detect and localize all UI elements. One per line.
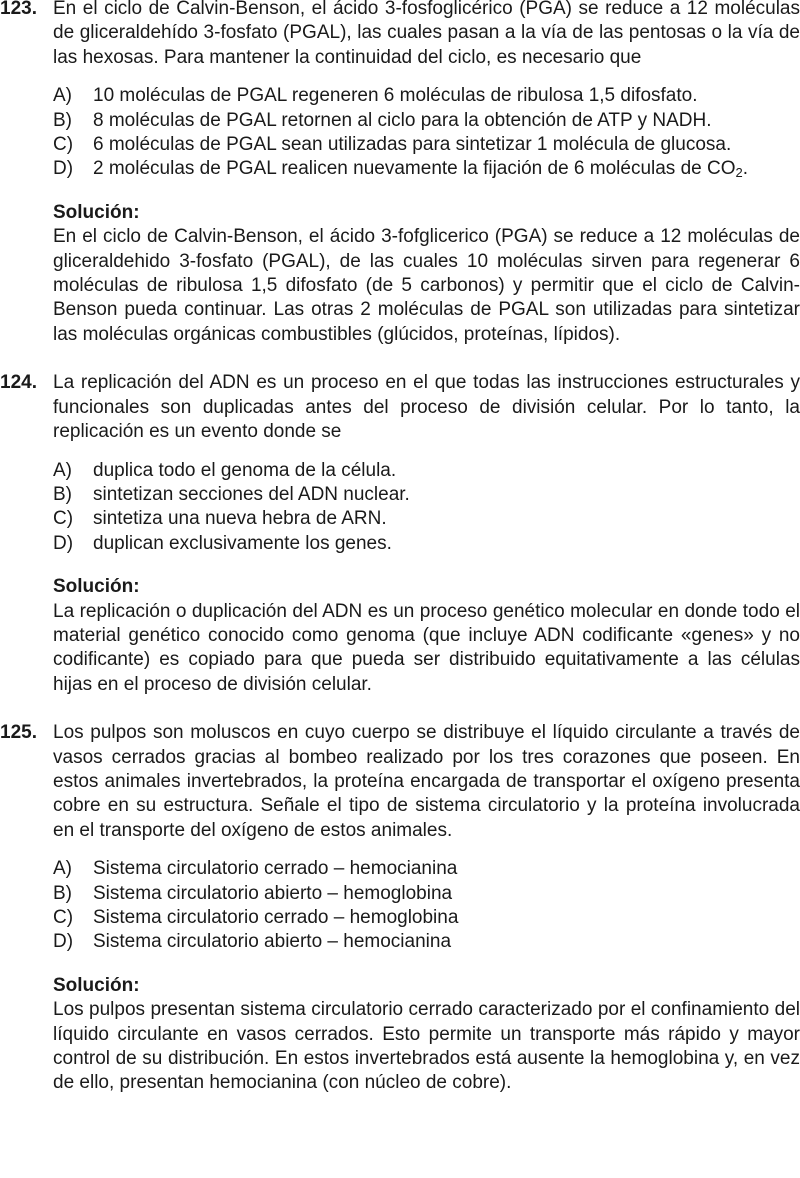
question-125	[0, 721, 800, 1096]
option-letter: C)	[53, 508, 74, 530]
option-text-end: .	[742, 158, 748, 180]
solution-text: La replicación o duplicación del ADN es un proceso genético molecular en donde todo el material genético conocido como genoma (que incluye ADN codificante «genes» y no codificante) es copiado para que pueda ser distribuido equitativamente a las células hijas en el proceso de división celular.	[53, 600, 800, 695]
answer-options	[53, 84, 800, 182]
option-letter: A)	[53, 858, 72, 880]
solution-text: Los pulpos presentan sistema circulatorio cerrado caracterizado por el confinamiento del líquido circulante en vasos cerrados. Esto permite un transporte más rápido y mayor control de su distribución. En estos invertebrados está ausente la hemoglobina y, en vez de ello, presentan hemocianina (con núcleo de cobre).	[53, 999, 800, 1094]
question-number: 124.	[0, 372, 37, 394]
option-d	[53, 157, 800, 181]
option-text: sintetiza una nueva hebra de ARN.	[93, 508, 387, 530]
question-stem: La replicación del ADN es un proceso en el que todas las instrucciones estructurales y funcionales son duplicadas antes del proceso de división celular. Por lo tanto, la replicación es un evento donde se	[53, 372, 800, 443]
solution-block	[53, 201, 800, 347]
option-d	[53, 532, 800, 556]
solution-text: En el ciclo de Calvin-Benson, el ácido 3-fofglicerico (PGA) se reduce a 12 moléculas de gliceraldehido 3-fosfato (PGAL), de las cuales 10 moléculas sirven para regenerar 6 moléculas de ribulosa 1,5 difosfato (de 5 carbonos) y permitir que el ciclo de Calvin-Benson pueda continuar. Las otras 2 moléculas de PGAL son utilizadas para sintetizar las moléculas orgánicas combustibles (glúcidos, proteínas, lípidos).	[53, 226, 800, 345]
option-a	[53, 857, 800, 881]
answer-options	[53, 459, 800, 557]
solution-heading: Solución:	[53, 576, 140, 598]
answer-options	[53, 857, 800, 955]
question-number: 125.	[0, 722, 37, 744]
option-letter: D)	[53, 931, 74, 953]
question-123	[0, 0, 800, 347]
option-b	[53, 109, 800, 133]
option-letter: B)	[53, 483, 72, 505]
solution-block	[53, 974, 800, 1096]
option-c	[53, 906, 800, 930]
option-letter: C)	[53, 907, 74, 928]
option-text: 10 moléculas de PGAL regeneren 6 moléculas de ribulosa 1,5 difosfato.	[93, 85, 698, 107]
option-letter: A)	[53, 85, 72, 107]
option-text-main: 2 moléculas de PGAL realicen nuevamente la fijación de 6 moléculas de CO	[93, 158, 736, 180]
option-text: sintetizan secciones del ADN nuclear.	[93, 483, 410, 505]
option-c	[53, 133, 800, 157]
option-a	[53, 459, 800, 483]
option-c	[53, 507, 800, 531]
option-text: 8 moléculas de PGAL retornen al ciclo para la obtención de ATP y NADH.	[93, 109, 712, 131]
option-b	[53, 882, 800, 906]
option-b	[53, 483, 800, 507]
question-stem: Los pulpos son moluscos en cuyo cuerpo se distribuye el líquido circulante a través de vasos cerrados gracias al bombeo realizado por los tres corazones que poseen. En estos animales invertebrados, la proteína encargada de transportar el oxígeno presenta cobre en su estructura. Señale el tipo de sistema circulatorio y la proteína involucrada en el transporte del oxígeno de estos animales.	[53, 722, 800, 841]
option-letter: D)	[53, 158, 74, 180]
option-text: Sistema circulatorio abierto – hemoglobina	[93, 882, 453, 904]
solution-block	[53, 575, 800, 697]
option-text: Sistema circulatorio abierto – hemocianina	[93, 931, 452, 953]
question-stem: En el ciclo de Calvin-Benson, el ácido 3-fosfoglicérico (PGA) se reduce a 12 moléculas de gliceraldehído 3-fosfato (PGAL), las cuales pasan a la vía de las pentosas o la vía de las hexosas. Para mantener la continuidad del ciclo, es necesario que	[53, 0, 800, 68]
option-text	[93, 158, 748, 179]
option-text: 6 moléculas de PGAL sean utilizadas para sintetizar 1 molécula de glucosa.	[93, 134, 732, 156]
option-text: duplican exclusivamente los genes.	[93, 532, 392, 554]
option-d	[53, 930, 800, 954]
option-text: Sistema circulatorio cerrado – hemoglobina	[93, 907, 459, 928]
option-letter: B)	[53, 882, 72, 904]
question-number: 123.	[0, 0, 37, 19]
option-letter: A)	[53, 459, 72, 481]
question-124	[0, 371, 800, 697]
solution-heading: Solución:	[53, 201, 140, 223]
option-letter: C)	[53, 134, 74, 156]
option-text: duplica todo el genoma de la célula.	[93, 459, 397, 481]
option-letter: D)	[53, 532, 74, 554]
solution-heading: Solución:	[53, 974, 140, 996]
option-letter: B)	[53, 109, 72, 131]
subscript-two: 2	[735, 165, 743, 181]
option-a	[53, 84, 800, 108]
option-text: Sistema circulatorio cerrado – hemocianina	[93, 858, 458, 880]
